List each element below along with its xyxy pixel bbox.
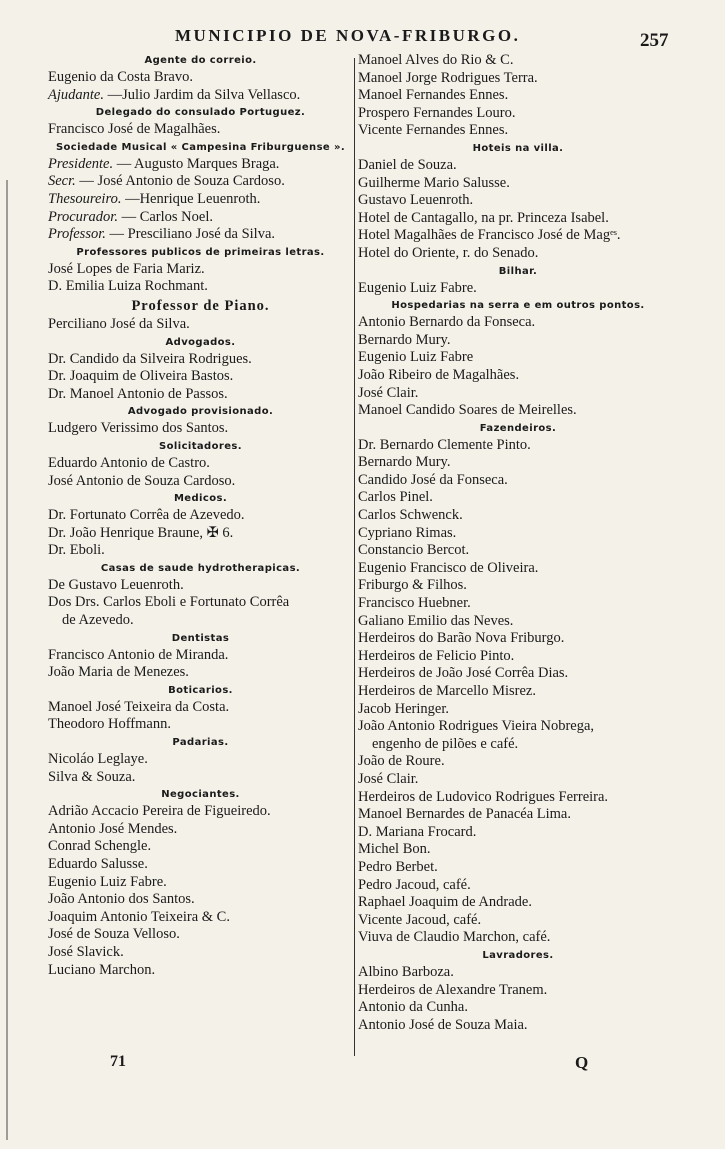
entry-text: Luciano Marchon. (48, 961, 156, 978)
directory-entry (358, 525, 678, 543)
entry-text: Candido José da Fonseca. (358, 471, 508, 488)
page-title: MUNICIPIO DE NOVA-FRIBURGO. (175, 26, 521, 45)
directory-entry (358, 560, 678, 578)
entry-text: Adrião Accacio Pereira de Figueiredo. (48, 803, 271, 820)
entry-text: João Antonio Rodrigues Vieira Nobrega, (358, 718, 595, 735)
entry-text: Dr. Manoel Antonio de Passos. (48, 385, 228, 402)
directory-entry (48, 473, 353, 491)
directory-entry (358, 718, 678, 736)
section-continued (358, 52, 678, 140)
directory-entry (48, 803, 353, 821)
section-heading: Padarias. (172, 737, 229, 749)
section-professores-publicos-de-primeiras-letras (48, 244, 353, 296)
directory-entry (48, 226, 353, 244)
entry-role: Procurador. (48, 208, 118, 225)
section-fazendeiros (358, 420, 678, 947)
directory-entry (48, 121, 353, 139)
directory-entry (48, 838, 353, 856)
entry-role: Presidente. (48, 155, 114, 172)
directory-entry (48, 577, 353, 595)
entry-text: Francisco José de Magalhães. (48, 121, 221, 138)
entry-text: Vicente Jacoud, café. (358, 911, 482, 928)
directory-entry (358, 157, 678, 175)
directory-entry (358, 736, 678, 754)
directory-entry (48, 351, 353, 369)
directory-entry (48, 664, 353, 682)
directory-entry (358, 665, 678, 683)
signature-letter: Q (575, 1053, 589, 1072)
directory-entry (358, 542, 678, 560)
entry-role: Ajudante. (48, 86, 104, 103)
entry-text: Eugenio Francisco de Oliveira. (358, 559, 539, 576)
entry-text: Dr. Joaquim de Oliveira Bastos. (48, 368, 234, 385)
entry-text: José Lopes de Faria Mariz. (48, 260, 205, 277)
entry-text: Ludgero Verissimo dos Santos. (48, 420, 229, 437)
section-heading: Lavradores. (482, 949, 554, 961)
entry-text: João de Roure. (358, 753, 445, 770)
entry-text: Hotel Magalhães de Francisco José de Magᵉˢ. (358, 227, 621, 244)
directory-entry (358, 999, 678, 1017)
directory-entry (48, 261, 353, 279)
entry-text: José de Souza Velloso. (48, 926, 180, 943)
entry-text: — Presciliano José da Silva. (105, 226, 276, 243)
entry-text: — Carlos Noel. (117, 208, 213, 225)
entry-text: Manoel Candido Soares de Meirelles. (358, 402, 577, 419)
section-sociedade-musical-campesina-friburguense (48, 139, 353, 244)
entry-text: Dr. Candido da Silveira Rodrigues. (48, 350, 252, 367)
directory-entry (358, 841, 678, 859)
entry-role: Thesoureiro. (48, 190, 122, 207)
entry-text: —Henrique Leuenroth. (121, 190, 261, 207)
entry-text: — José Antonio de Souza Cardoso. (75, 173, 285, 190)
entry-text: Herdeiros de Alexandre Tranem. (358, 981, 548, 998)
directory-entry (48, 191, 353, 209)
entry-text: Dos Drs. Carlos Eboli e Fortunato Corrêa (48, 594, 290, 611)
entry-text: Daniel de Souza. (358, 156, 457, 173)
directory-entry (358, 87, 678, 105)
entry-text: Nicoláo Leglaye. (48, 751, 148, 768)
entry-text: de Azevedo. (62, 612, 134, 629)
section-agente-do-correio (48, 52, 353, 104)
entry-text: Silva & Souza. (48, 768, 136, 785)
directory-entry (48, 926, 353, 944)
directory-entry (48, 874, 353, 892)
directory-entry (358, 964, 678, 982)
entry-text: Bernardo Mury. (358, 331, 451, 348)
directory-entry (358, 982, 678, 1000)
directory-entry (48, 962, 353, 980)
section-heading: Advogado provisionado. (127, 406, 274, 418)
section-heading: Fazendeiros. (479, 422, 557, 434)
entry-text: Vicente Fernandes Ennes. (358, 122, 509, 139)
directory-entry (48, 316, 353, 334)
section-heading: Professores publicos de primeiras letras. (76, 246, 325, 258)
entry-text: José Antonio de Souza Cardoso. (48, 472, 236, 489)
entry-text: Friburgo & Filhos. (358, 577, 467, 594)
directory-entry (358, 489, 678, 507)
directory-entry (48, 647, 353, 665)
section-heading: Casas de saude hydrotherapicas. (100, 562, 301, 574)
section-hoteis-na-villa (358, 140, 678, 263)
directory-entry (48, 699, 353, 717)
entry-text: —Julio Jardim da Silva Vellasco. (103, 86, 301, 103)
entry-text: Jacob Heringer. (358, 700, 449, 717)
directory-entry (358, 701, 678, 719)
section-heading: Hospedarias na serra e em outros pontos. (391, 300, 645, 312)
entry-text: Cypriano Rimas. (358, 524, 457, 541)
section-heading: Sociedade Musical « Campesina Friburguense ». (55, 141, 346, 153)
entry-text: Michel Bon. (358, 841, 431, 858)
entry-text: Francisco Huebner. (358, 595, 471, 612)
directory-entry (358, 192, 678, 210)
entry-text: Manoel Alves do Rio & C. (358, 52, 514, 68)
entry-text: Guilherme Mario Salusse. (358, 174, 510, 191)
directory-entry (358, 349, 678, 367)
section-casas-de-saude-hydrotherapicas (48, 560, 353, 630)
directory-entry (358, 402, 678, 420)
column-divider (354, 58, 355, 1056)
directory-entry (358, 771, 678, 789)
directory-entry (48, 716, 353, 734)
entry-text: Bernardo Mury. (358, 454, 451, 471)
section-heading: Bilhar. (498, 265, 538, 277)
section-hospedarias-na-serra-e-em-outros-pontos (358, 297, 678, 420)
entry-text: Dr. Bernardo Clemente Pinto. (358, 436, 531, 453)
directory-entry (358, 789, 678, 807)
entry-text: Conrad Schengle. (48, 838, 152, 855)
directory-entry (358, 577, 678, 595)
entry-text: Pedro Jacoud, café. (358, 876, 471, 893)
directory-entry (48, 87, 353, 105)
section-heading: Medicos. (173, 493, 228, 505)
directory-entry (358, 1017, 678, 1035)
section-delegado-do-consulado-portuguez (48, 104, 353, 139)
entry-text: Dr. João Henrique Braune, ✠ 6. (48, 524, 234, 541)
left-column (48, 52, 353, 979)
entry-text: Herdeiros do Barão Nova Friburgo. (358, 630, 565, 647)
entry-text: D. Mariana Frocard. (358, 823, 477, 840)
directory-entry (48, 525, 353, 543)
entry-text: Eugenio Luiz Fabre (358, 349, 474, 366)
directory-entry (358, 929, 678, 947)
directory-entry (358, 437, 678, 455)
directory-entry (358, 859, 678, 877)
section-heading: Solicitadores. (159, 440, 242, 452)
directory-entry (358, 385, 678, 403)
entry-text: Eugenio Luiz Fabre. (48, 873, 167, 890)
entry-text: Herdeiros de Marcello Misrez. (358, 683, 536, 699)
directory-entry (358, 52, 678, 70)
directory-entry (358, 280, 678, 298)
directory-entry (358, 613, 678, 631)
entry-text: Gustavo Leuenroth. (358, 192, 474, 209)
directory-entry (358, 227, 678, 245)
entry-text: João Antonio dos Santos. (48, 891, 195, 908)
entry-text: Pedro Berbet. (358, 858, 438, 875)
directory-entry (358, 105, 678, 123)
section-dentistas (48, 630, 353, 682)
entry-role: Secr. (48, 173, 76, 190)
binding-edge (6, 180, 8, 1140)
directory-entry (48, 156, 353, 174)
entry-text: Antonio da Cunha. (358, 999, 468, 1016)
directory-entry (48, 944, 353, 962)
entry-text: D. Emilia Luiza Rochmant. (48, 278, 208, 295)
entry-text: José Clair. (358, 770, 419, 787)
section-heading: Dentistas (171, 632, 230, 644)
section-padarias (48, 734, 353, 786)
directory-entry (48, 209, 353, 227)
directory-entry (48, 69, 353, 87)
directory-entry (358, 507, 678, 525)
directory-entry (358, 806, 678, 824)
directory-entry (358, 894, 678, 912)
entry-text: Manoel Bernardes de Panacéa Lima. (358, 806, 571, 823)
entry-text: Carlos Schwenck. (358, 507, 463, 524)
directory-entry (358, 824, 678, 842)
directory-entry (48, 909, 353, 927)
entry-text: De Gustavo Leuenroth. (48, 576, 184, 593)
directory-entry (48, 821, 353, 839)
directory-entry (358, 472, 678, 490)
entry-text: José Slavick. (48, 943, 124, 960)
entry-text: Hotel do Oriente, r. do Senado. (358, 244, 539, 261)
directory-entry (48, 891, 353, 909)
entry-text: Antonio Bernardo da Fonseca. (358, 314, 536, 331)
directory-entry (48, 751, 353, 769)
directory-entry (48, 594, 353, 612)
section-bilhar (358, 263, 678, 298)
entry-text: Perciliano José da Silva. (48, 315, 190, 332)
directory-entry (358, 210, 678, 228)
directory-entry (358, 595, 678, 613)
entry-text: Manoel Fernandes Ennes. (358, 87, 509, 104)
entry-text: — Augusto Marques Braga. (113, 155, 280, 172)
directory-entry (48, 612, 353, 630)
entry-text: Eugenio da Costa Bravo. (48, 69, 193, 85)
section-heading: Agente do correio. (144, 55, 257, 66)
directory-entry (358, 122, 678, 140)
entry-text: Theodoro Hoffmann. (48, 716, 171, 733)
section-heading: Boticarios. (168, 684, 233, 696)
section-negociantes (48, 786, 353, 979)
directory-entry (48, 856, 353, 874)
entry-text: Galiano Emilio das Neves. (358, 612, 514, 629)
section-heading: Hoteis na villa. (472, 142, 564, 154)
section-solicitadores (48, 438, 353, 490)
entry-text: Francisco Antonio de Miranda. (48, 646, 229, 663)
entry-text: Antonio José de Souza Maia. (358, 1016, 528, 1033)
entry-text: Dr. Eboli. (48, 542, 105, 559)
section-advogado-provisionado (48, 403, 353, 438)
entry-text: Carlos Pinel. (358, 489, 433, 506)
directory-entry (358, 683, 678, 701)
directory-entry (48, 542, 353, 560)
directory-entry (48, 278, 353, 296)
page-header (0, 26, 725, 54)
entry-text: Herdeiros de Ludovico Rodrigues Ferreira. (358, 788, 609, 805)
section-heading: Advogados. (165, 336, 236, 348)
entry-text: Eduardo Antonio de Castro. (48, 454, 210, 471)
entry-text: Dr. Fortunato Corrêa de Azevedo. (48, 507, 245, 524)
directory-entry (358, 454, 678, 472)
entry-text: Viuva de Claudio Marchon, café. (358, 929, 551, 946)
directory-entry (358, 70, 678, 88)
entry-text: Eugenio Luiz Fabre. (358, 279, 477, 296)
directory-entry (358, 367, 678, 385)
directory-entry (48, 455, 353, 473)
page-number: 257 (640, 30, 669, 51)
entry-text: Hotel de Cantagallo, na pr. Princeza Isabel. (358, 209, 609, 226)
directory-entry (48, 507, 353, 525)
section-professor-de-piano (48, 296, 353, 334)
right-column (358, 52, 678, 1034)
entry-text: José Clair. (358, 384, 419, 401)
section-lavradores (358, 947, 678, 1034)
directory-entry (358, 175, 678, 193)
entry-text: João Ribeiro de Magalhães. (358, 366, 520, 383)
signature-mark: 71 (110, 1053, 126, 1070)
directory-entry (48, 386, 353, 404)
entry-text: Constancio Bercot. (358, 542, 470, 559)
directory-entry (358, 912, 678, 930)
entry-text: Albino Barboza. (358, 963, 454, 980)
entry-role: Professor. (48, 226, 106, 243)
directory-entry (358, 877, 678, 895)
directory-entry (358, 314, 678, 332)
entry-text: Raphael Joaquim de Andrade. (358, 894, 532, 911)
section-heading: Professor de Piano. (131, 297, 270, 314)
directory-entry (48, 368, 353, 386)
directory-entry (48, 769, 353, 787)
directory-entry (358, 630, 678, 648)
section-heading: Negociantes. (161, 789, 240, 801)
entry-text: engenho de pilões e café. (372, 735, 519, 752)
entry-text: Antonio José Mendes. (48, 820, 178, 837)
entry-text: João Maria de Menezes. (48, 664, 189, 681)
directory-entry (48, 420, 353, 438)
entry-text: Joaquim Antonio Teixeira & C. (48, 908, 230, 925)
directory-entry (358, 648, 678, 666)
entry-text: Manoel Jorge Rodrigues Terra. (358, 69, 538, 86)
section-boticarios (48, 682, 353, 734)
entry-text: Eduardo Salusse. (48, 856, 148, 872)
section-heading: Delegado do consulado Portuguez. (95, 107, 306, 119)
directory-entry (358, 332, 678, 350)
directory-entry (358, 753, 678, 771)
section-advogados (48, 334, 353, 404)
entry-text: Manoel José Teixeira da Costa. (48, 698, 230, 715)
directory-entry (358, 245, 678, 263)
entry-text: Herdeiros de João José Corrêa Dias. (358, 665, 569, 682)
entry-text: Herdeiros de Felicio Pinto. (358, 647, 515, 664)
directory-entry (48, 173, 353, 191)
entry-text: Prospero Fernandes Louro. (358, 104, 516, 121)
section-medicos (48, 490, 353, 560)
